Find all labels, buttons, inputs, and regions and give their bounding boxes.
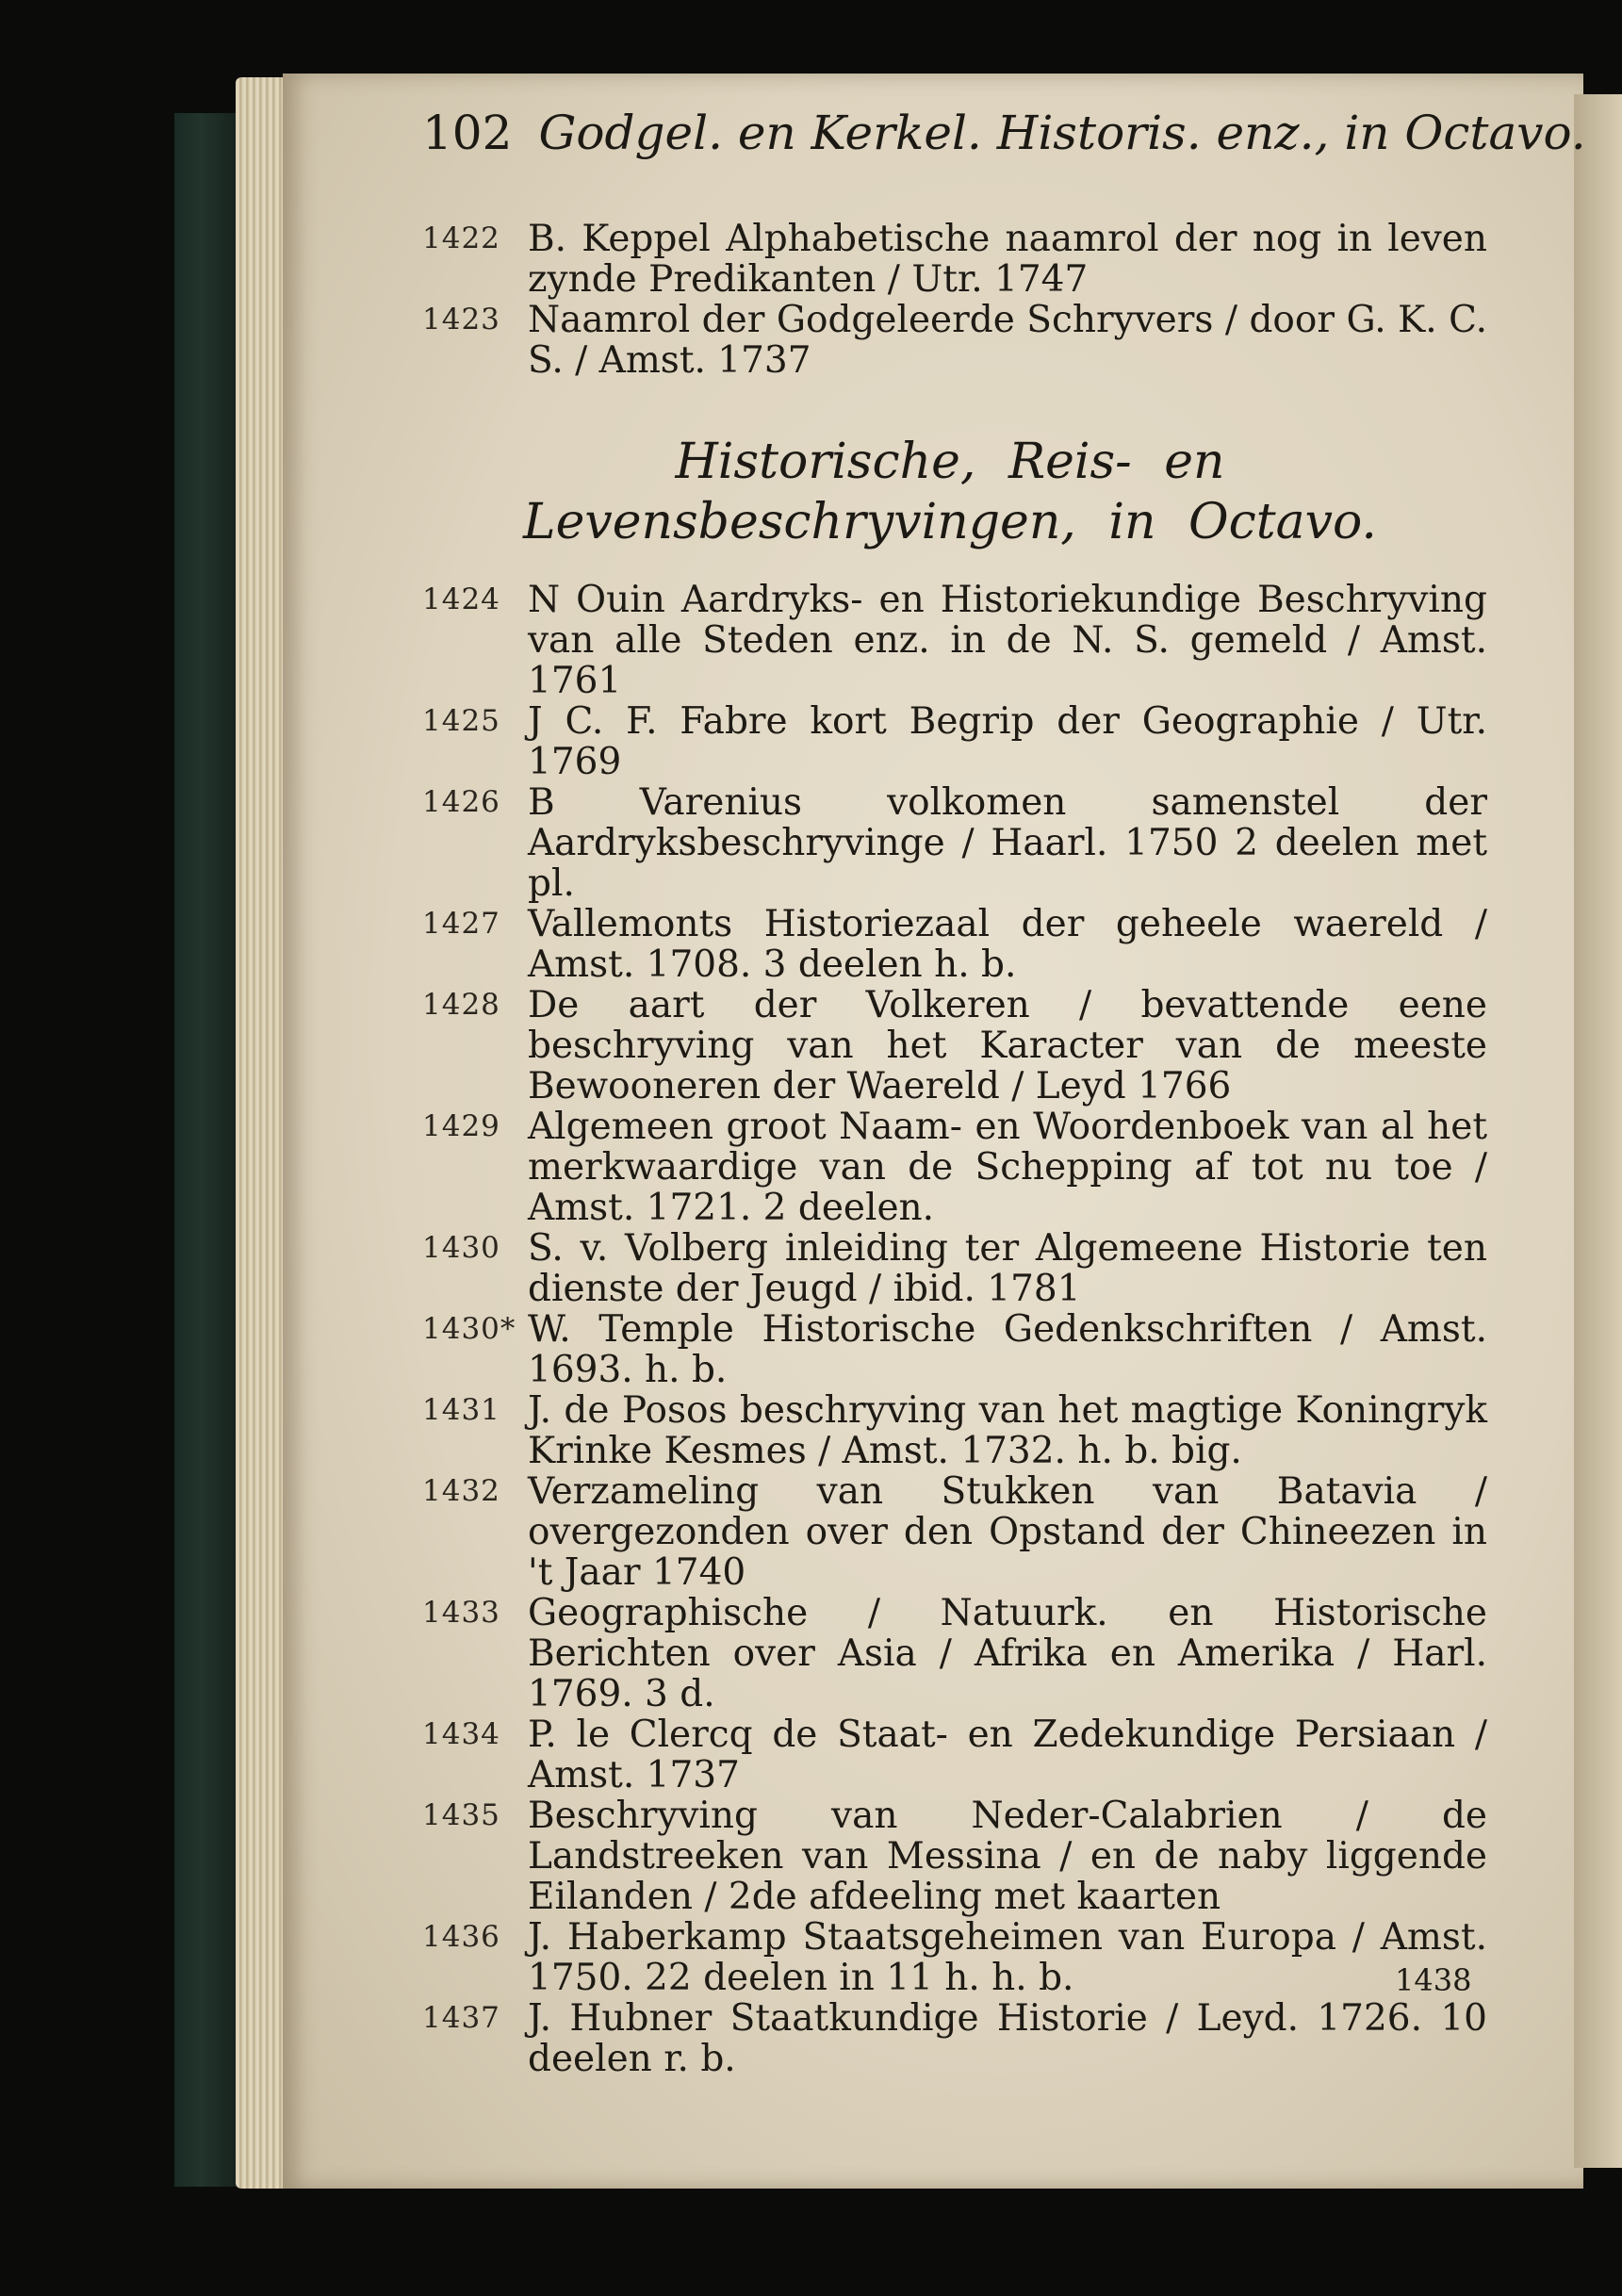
- entry-number: 1432: [422, 1474, 500, 1508]
- catalogue-entries-top: [422, 219, 1487, 381]
- facing-page-edge: [1574, 94, 1622, 2168]
- catalogue-entry: [422, 904, 1487, 985]
- section-title: Historische, Reis- en Levensbeschryvingen, in Octavo.: [523, 434, 1377, 550]
- entry-number: 1425: [422, 704, 500, 738]
- catalogue-entry: [422, 1228, 1487, 1309]
- entry-text: J. de Posos beschryving van het magtige Koningryk Krinke Kesmes / Amst. 1732. h. b. big.: [528, 1389, 1487, 1472]
- entry-number: 1427: [422, 907, 500, 941]
- entry-text: Beschryving van Neder-Calabrien / de Landstreeken van Messina / en de naby liggende Eilanden / 2de afdeeling met kaarten: [528, 1795, 1487, 1918]
- entry-text: De aart der Volkeren / bevattende eene beschryving van het Karacter van de meeste Bewooneren der Waereld / Leyd 1766: [528, 984, 1487, 1107]
- entry-number: 1423: [422, 303, 500, 336]
- catalogue-entry: [422, 1309, 1487, 1390]
- entry-number: 1430*: [422, 1312, 516, 1346]
- entry-number: 1428: [422, 988, 500, 1022]
- catalogue-entry: [422, 782, 1487, 904]
- catalogue-entry: [422, 580, 1487, 701]
- catalogue-entry: [422, 1917, 1487, 1998]
- page-number: 102: [422, 106, 513, 160]
- catalogue-entry: [422, 1998, 1487, 2079]
- running-title: Godgel. en Kerkel. Historis. enz., in Octavo.: [538, 106, 1586, 160]
- catalogue-entry: [422, 300, 1487, 381]
- entry-text: S. v. Volberg inleiding ter Algemeene Historie ten dienste der Jeugd / ibid. 1781: [528, 1227, 1487, 1310]
- entry-text: B Varenius volkomen samenstel der Aardryksbeschryvinge / Haarl. 1750 2 deelen met pl.: [528, 781, 1487, 905]
- entry-text: P. le Clercq de Staat- en Zedekundige Persiaan / Amst. 1737: [528, 1714, 1487, 1796]
- catalogue-entry: [422, 1107, 1487, 1228]
- entry-text: Naamrol der Godgeleerde Schryvers / door G. K. C. S. / Amst. 1737: [528, 299, 1487, 382]
- entry-number: 1436: [422, 1920, 500, 1954]
- entry-number: 1435: [422, 1798, 500, 1832]
- entry-number: 1426: [422, 785, 500, 819]
- catalogue-entry: [422, 219, 1487, 300]
- book-spine: [174, 113, 240, 2187]
- catalogue-entry: [422, 985, 1487, 1107]
- entry-text: N Ouin Aardryks- en Historiekundige Beschryving van alle Steden enz. in de N. S. gemeld / Amst. 1761: [528, 579, 1487, 702]
- entry-number: 1437: [422, 2001, 500, 2035]
- entry-number: 1433: [422, 1596, 500, 1630]
- entry-text: J. Haberkamp Staatsgeheimen van Europa / Amst. 1750. 22 deelen in 11 h. h. b.: [528, 1916, 1487, 1999]
- catalogue-entry: [422, 701, 1487, 782]
- entry-number: 1422: [422, 221, 500, 255]
- catalogue-entry: [422, 1796, 1487, 1917]
- entry-text: Geographische / Natuurk. en Historische Berichten over Asia / Afrika en Amerika / Harl. 1769. 3 d.: [528, 1592, 1487, 1715]
- entry-number: 1434: [422, 1717, 500, 1751]
- entry-text: W. Temple Historische Gedenkschriften / Amst. 1693. h. b.: [528, 1308, 1487, 1391]
- entry-text: J. Hubner Staatkundige Historie / Leyd. 1726. 10 deelen r. b.: [528, 1997, 1487, 2080]
- entry-text: Vallemonts Historiezaal der geheele waereld / Amst. 1708. 3 deelen h. b.: [528, 903, 1487, 986]
- catalogue-entries: [422, 580, 1487, 2079]
- catalogue-entry: [422, 1471, 1487, 1593]
- catalogue-entry: [422, 1593, 1487, 1714]
- entry-text: J C. F. Fabre kort Begrip der Geographie / Utr. 1769: [528, 700, 1487, 783]
- catalogue-entry: [422, 1390, 1487, 1471]
- catchword: 1438: [1395, 1962, 1472, 1998]
- entry-number: 1424: [422, 582, 500, 616]
- catalogue-entry: [422, 1714, 1487, 1796]
- entry-text: B. Keppel Alphabetische naamrol der nog in leven zynde Predikanten / Utr. 1747: [528, 218, 1487, 301]
- entry-number: 1431: [422, 1393, 500, 1427]
- entry-number: 1430: [422, 1231, 500, 1265]
- running-header: [422, 106, 1586, 172]
- entry-number: 1429: [422, 1109, 500, 1143]
- entry-text: Verzameling van Stukken van Batavia / overgezonden over den Opstand der Chineezen in 't Jaar 1740: [528, 1470, 1487, 1594]
- entry-text: Algemeen groot Naam- en Woordenboek van al het merkwaardige van de Schepping af tot nu toe / Amst. 1721. 2 deelen.: [528, 1106, 1487, 1229]
